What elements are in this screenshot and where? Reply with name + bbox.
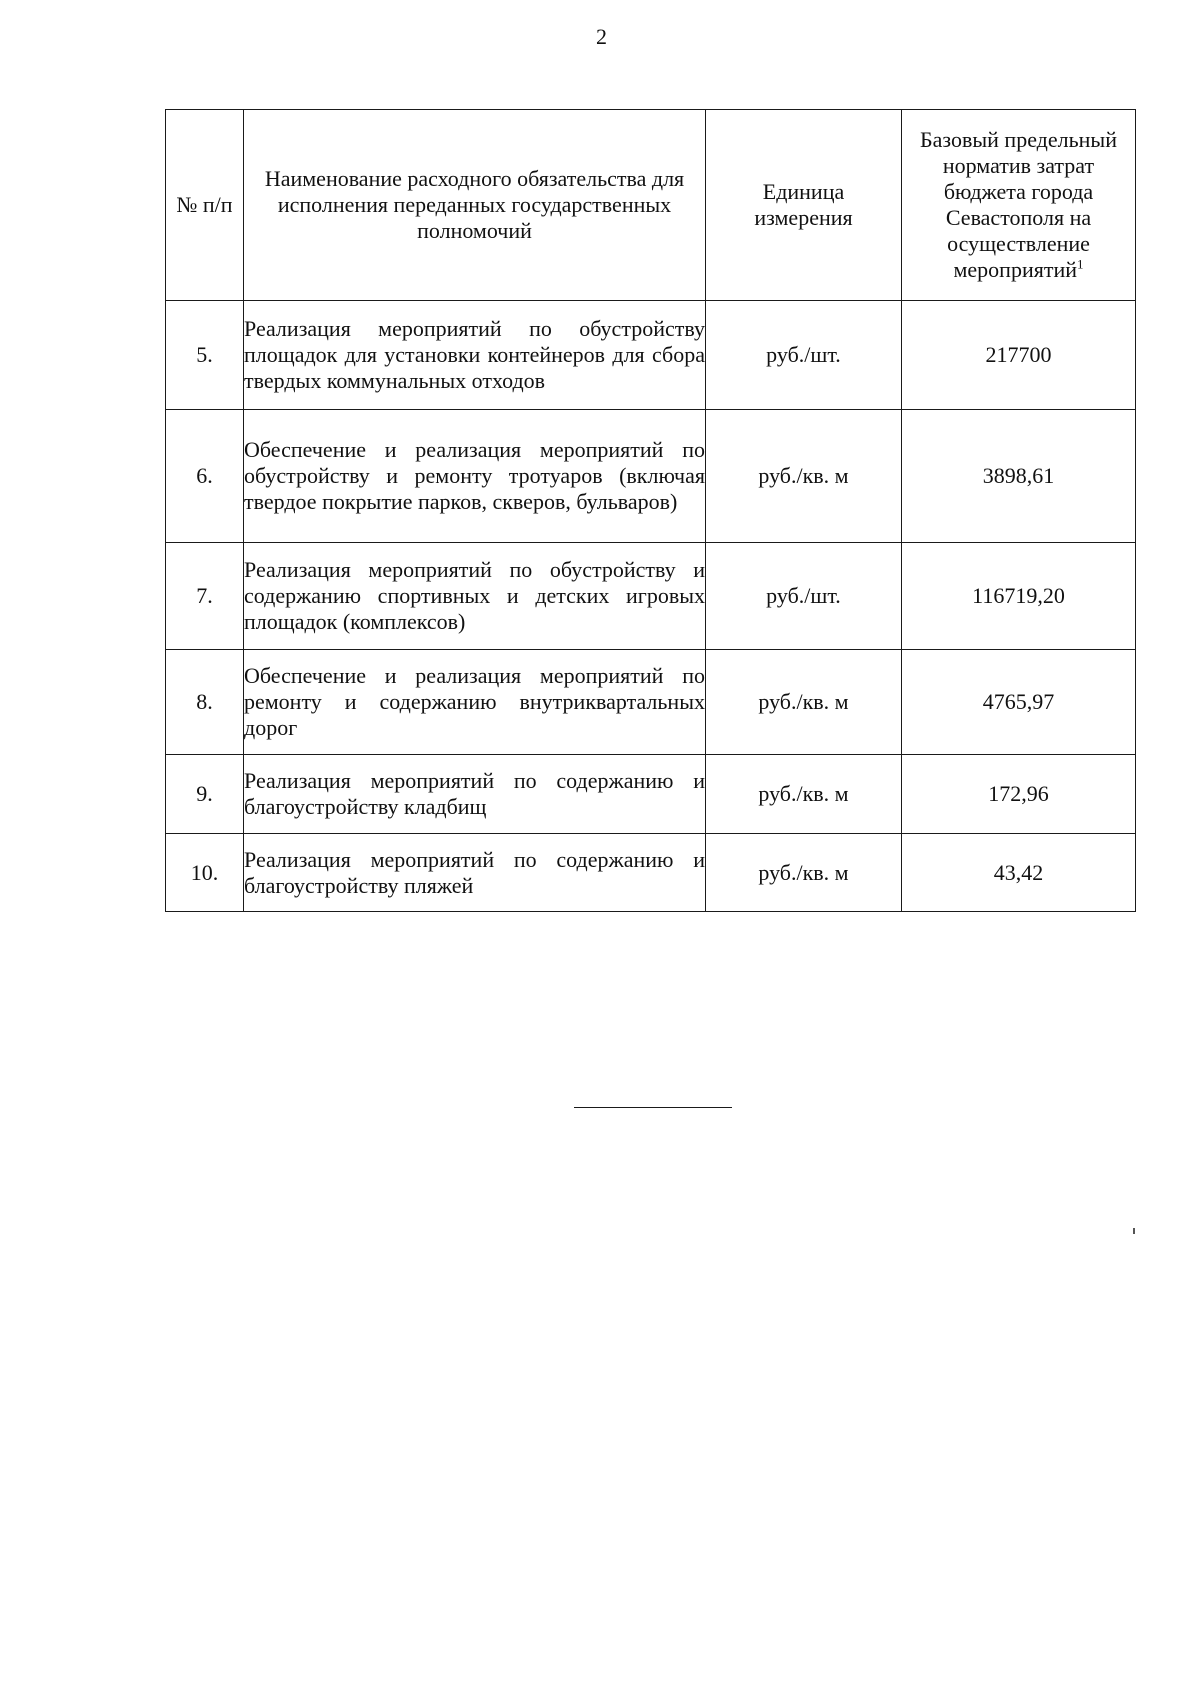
row-name: Реализация мероприятий по обустройству площадок для установки контейнеров для сбора твердых коммунальных отходов <box>244 301 706 410</box>
row-unit: руб./шт. <box>706 301 902 410</box>
row-name: Обеспечение и реализация мероприятий по ремонту и содержанию внутриквартальных дорог <box>244 650 706 755</box>
table-row <box>166 834 1136 912</box>
norms-table <box>165 109 1136 912</box>
row-unit: руб./кв. м <box>706 755 902 834</box>
row-value: 116719,20 <box>902 543 1136 650</box>
row-unit: руб./шт. <box>706 543 902 650</box>
header-num: № п/п <box>166 110 244 301</box>
table-row <box>166 755 1136 834</box>
table-header-row <box>166 110 1136 301</box>
row-number: 8. <box>166 650 244 755</box>
scan-mark <box>1133 1228 1135 1234</box>
row-value: 43,42 <box>902 834 1136 912</box>
header-value <box>902 110 1136 301</box>
row-name: Реализация мероприятий по обустройству и содержанию спортивных и детских игровых площадок (комплексов) <box>244 543 706 650</box>
row-number: 9. <box>166 755 244 834</box>
row-number: 7. <box>166 543 244 650</box>
row-name: Реализация мероприятий по содержанию и благоустройству кладбищ <box>244 755 706 834</box>
row-unit: руб./кв. м <box>706 410 902 543</box>
row-value: 217700 <box>902 301 1136 410</box>
header-unit: Единица измерения <box>706 110 902 301</box>
page-number: 2 <box>596 24 607 49</box>
row-number: 10. <box>166 834 244 912</box>
row-value: 3898,61 <box>902 410 1136 543</box>
closing-rule <box>574 1107 732 1108</box>
table-row <box>166 650 1136 755</box>
header-value-text: Базовый предельный норматив затрат бюджета города Севастополя на осуществление мероприятий <box>920 127 1117 282</box>
row-name: Реализация мероприятий по содержанию и благоустройству пляжей <box>244 834 706 912</box>
row-name: Обеспечение и реализация мероприятий по обустройству и ремонту тротуаров (включая твердое покрытие парков, скверов, бульваров) <box>244 410 706 543</box>
table-row <box>166 543 1136 650</box>
row-unit: руб./кв. м <box>706 650 902 755</box>
table-row <box>166 301 1136 410</box>
footnote-marker: 1 <box>1077 256 1084 272</box>
row-value: 4765,97 <box>902 650 1136 755</box>
row-number: 6. <box>166 410 244 543</box>
row-value: 172,96 <box>902 755 1136 834</box>
row-unit: руб./кв. м <box>706 834 902 912</box>
row-number: 5. <box>166 301 244 410</box>
table-row <box>166 410 1136 543</box>
header-name: Наименование расходного обязательства для исполнения переданных государственных полномочий <box>244 110 706 301</box>
